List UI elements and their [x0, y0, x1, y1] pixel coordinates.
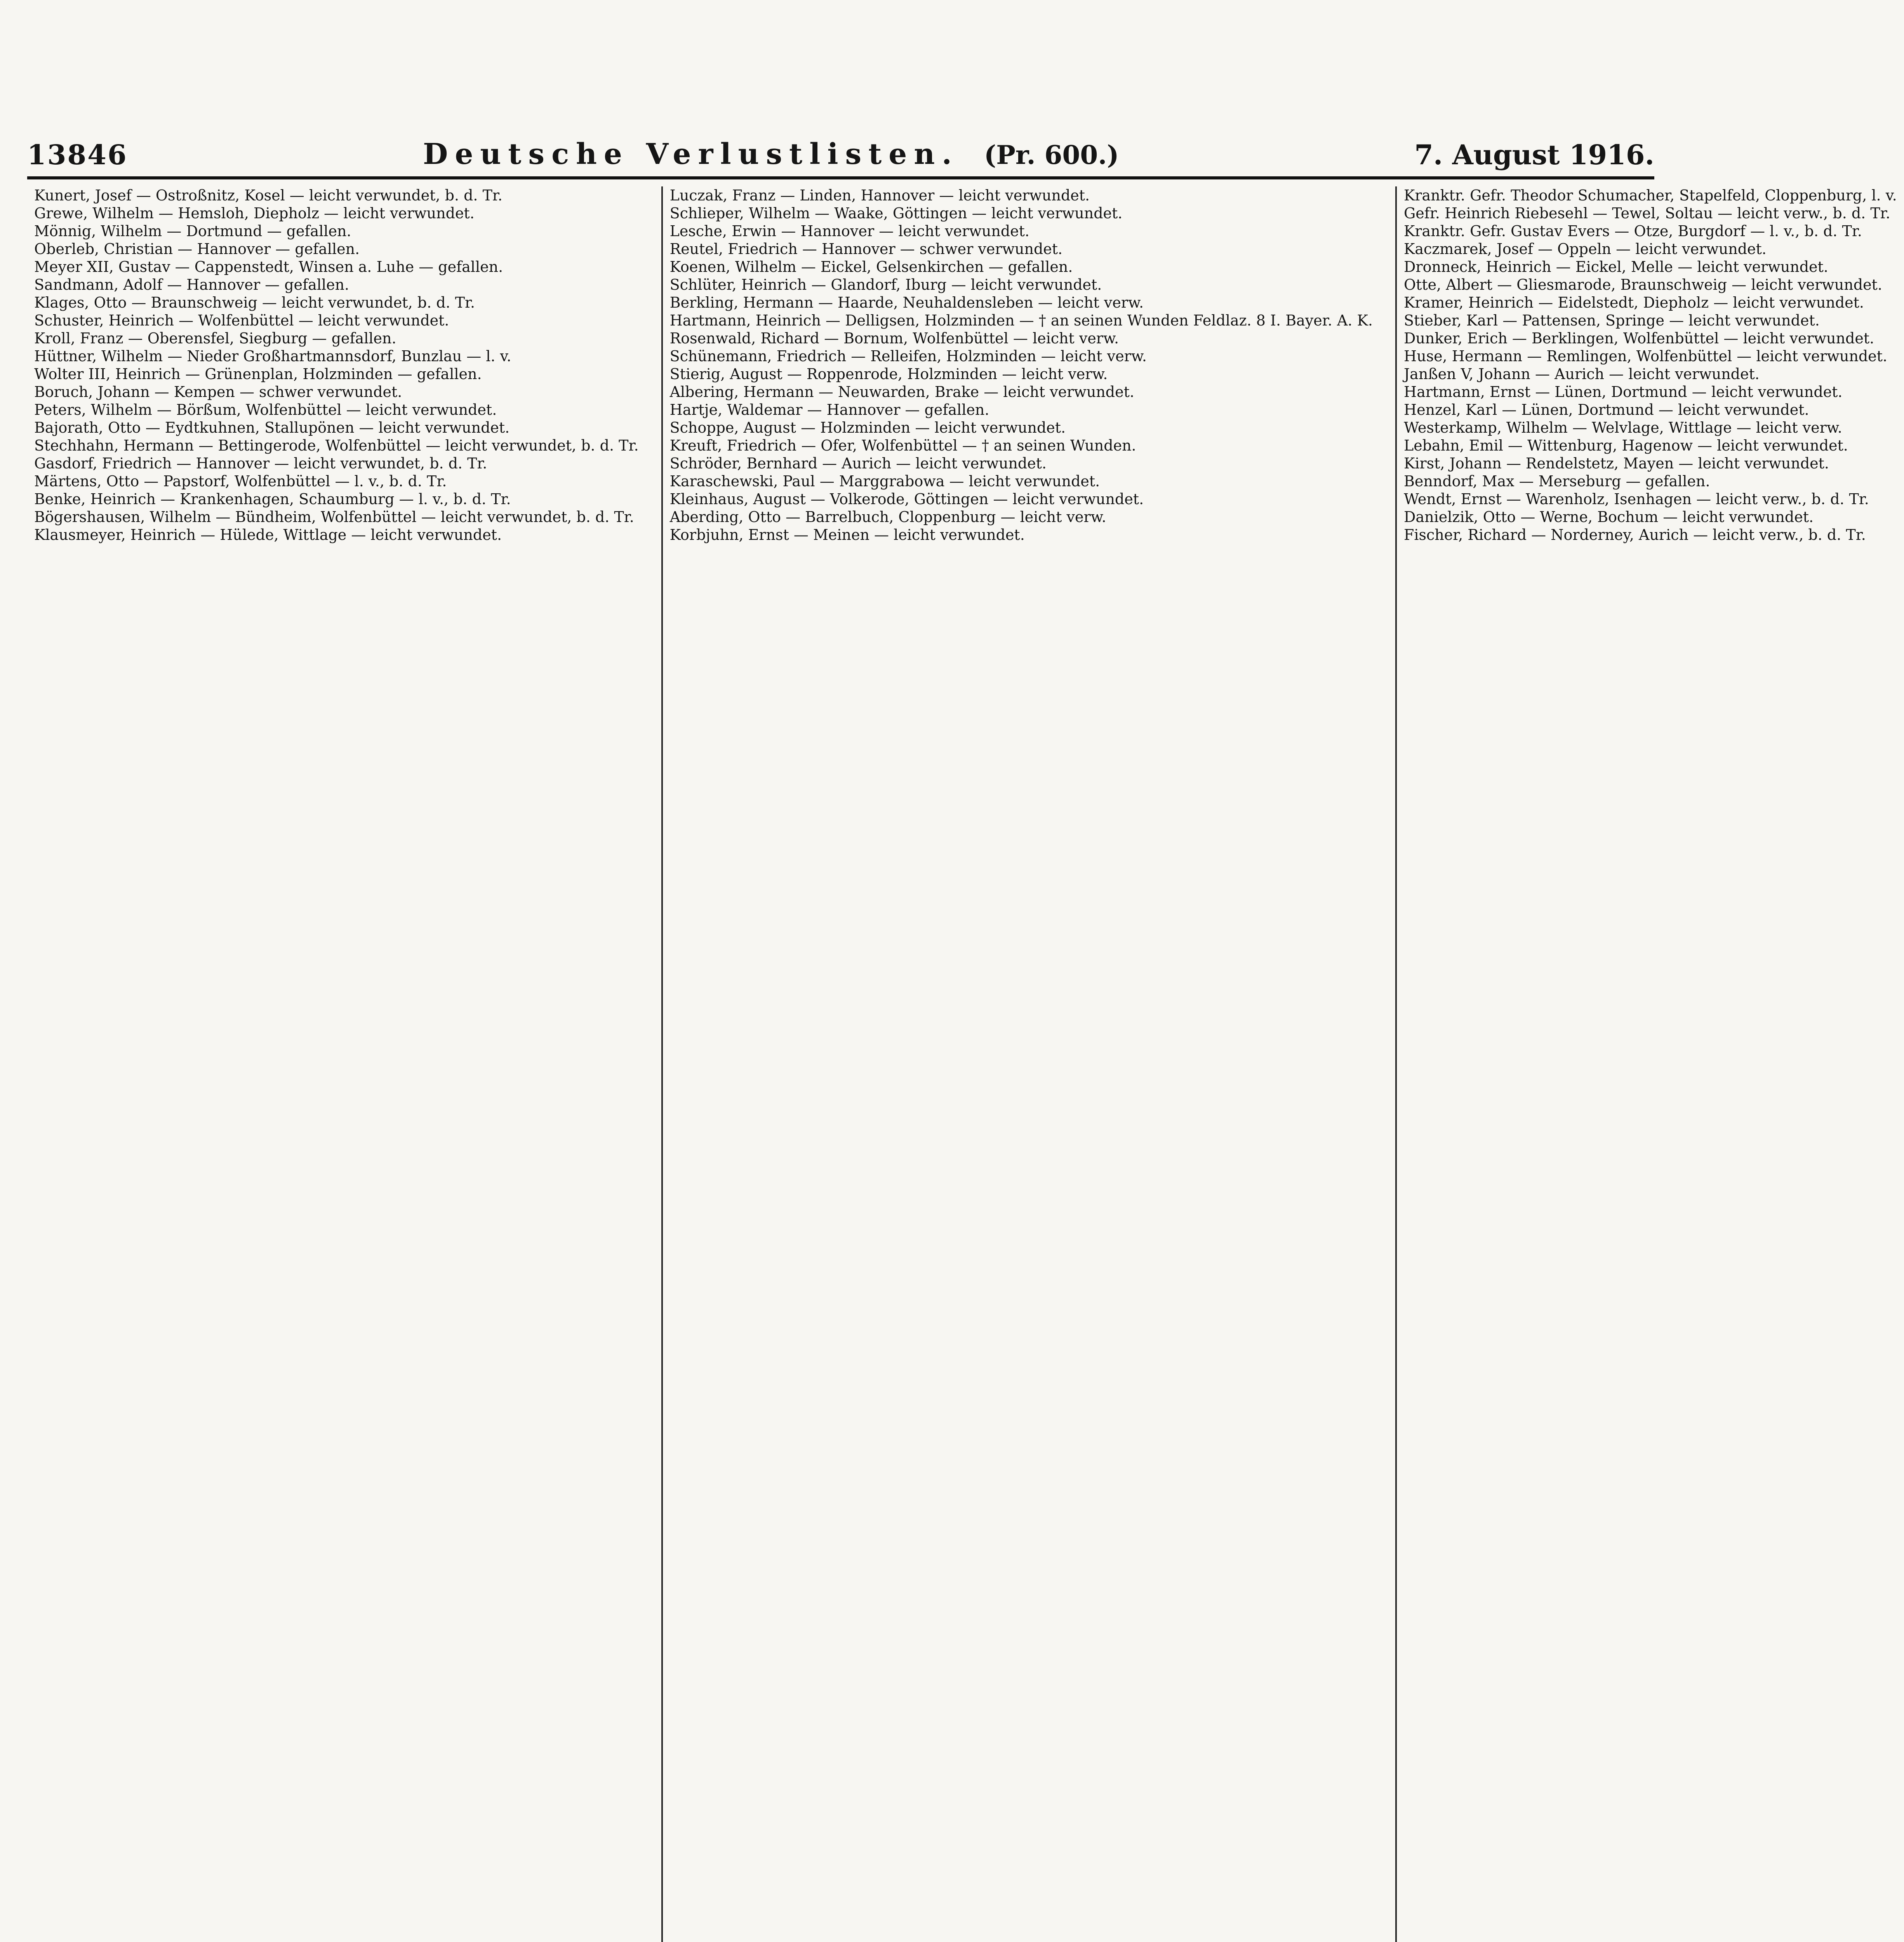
casualty-entry: Meyer XII, Gustav — Cappenstedt, Winsen a. Luhe — gefallen.: [34, 258, 503, 275]
casualty-entry: Kreuft, Friedrich — Ofer, Wolfenbüttel — † an seinen Wunden.: [669, 437, 1136, 454]
casualty-entry: Koenen, Wilhelm — Eickel, Gelsenkirchen — gefallen.: [669, 258, 1073, 275]
casualty-entry: Karaschewski, Paul — Marggrabowa — leicht verwundet.: [669, 473, 1100, 490]
casualty-entry: Kunert, Josef — Ostroßnitz, Kosel — leicht verwundet, b. d. Tr.: [34, 187, 503, 204]
casualty-entry: Benke, Heinrich — Krankenhagen, Schaumburg — l. v., b. d. Tr.: [34, 491, 511, 508]
casualty-entry: Kaczmarek, Josef — Oppeln — leicht verwundet.: [1403, 240, 1767, 258]
issue-date: 7. August 1916.: [1414, 139, 1654, 171]
casualty-entry: Schlüter, Heinrich — Glandorf, Iburg — leicht verwundet.: [669, 276, 1102, 293]
casualty-entry: Hartmann, Ernst — Lünen, Dortmund — leicht verwundet.: [1403, 383, 1843, 400]
casualty-entry: Stieber, Karl — Pattensen, Springe — leicht verwundet.: [1403, 312, 1820, 329]
casualty-entry: Otte, Albert — Gliesmarode, Braunschweig — leicht verwundet.: [1403, 276, 1882, 293]
page-header: [27, 136, 1654, 179]
page-number: 13846: [27, 139, 128, 171]
casualty-entry: Schlieper, Wilhelm — Waake, Göttingen — leicht verwundet.: [669, 205, 1123, 222]
casualty-entry: Wendt, Ernst — Warenholz, Isenhagen — leicht verw., b. d. Tr.: [1403, 491, 1869, 508]
casualty-entry: Lesche, Erwin — Hannover — leicht verwundet.: [669, 223, 1029, 240]
casualty-entry: Wolter III, Heinrich — Grünenplan, Holzminden — gefallen.: [34, 365, 482, 383]
casualty-entry: Albering, Hermann — Neuwarden, Brake — leicht verwundet.: [669, 383, 1134, 400]
casualty-entry: Kroll, Franz — Oberensfel, Siegburg — gefallen.: [34, 330, 396, 347]
casualty-entry: Gefr. Heinrich Riebesehl — Tewel, Soltau — leicht verw., b. d. Tr.: [1403, 205, 1890, 222]
casualty-entry: Janßen V, Johann — Aurich — leicht verwundet.: [1403, 365, 1760, 383]
issue-number: (Pr. 600.): [984, 140, 1119, 170]
casualty-entry: Sandmann, Adolf — Hannover — gefallen.: [34, 276, 350, 293]
casualty-columns: [27, 186, 1897, 1942]
casualty-entry: Kleinhaus, August — Volkerode, Göttingen — leicht verwundet.: [669, 491, 1144, 508]
casualty-entry: Berkling, Hermann — Haarde, Neuhaldensleben — leicht verw.: [669, 294, 1144, 311]
casualty-entry: Hüttner, Wilhelm — Nieder Großhartmannsdorf, Bunzlau — l. v.: [34, 348, 511, 365]
casualty-entry: Bajorath, Otto — Eydtkuhnen, Stallupönen — leicht verwundet.: [34, 419, 510, 436]
casualty-entry: Korbjuhn, Ernst — Meinen — leicht verwundet.: [669, 526, 1025, 543]
casualty-entry: Fischer, Richard — Norderney, Aurich — leicht verw., b. d. Tr.: [1403, 526, 1866, 543]
casualty-entry: Märtens, Otto — Papstorf, Wolfenbüttel — l. v., b. d. Tr.: [34, 473, 447, 490]
publication-title: Deutsche Verlustlisten.: [423, 137, 959, 171]
text-column-3: [1395, 186, 1904, 1942]
casualty-entry: Westerkamp, Wilhelm — Welvlage, Wittlage — leicht verw.: [1403, 419, 1842, 436]
casualty-entry: Grewe, Wilhelm — Hemsloh, Diepholz — leicht verwundet.: [34, 205, 475, 222]
casualty-entry: Henzel, Karl — Lünen, Dortmund — leicht verwundet.: [1403, 401, 1809, 418]
masthead: [423, 137, 1119, 171]
casualty-entry: Danielzik, Otto — Werne, Bochum — leicht verwundet.: [1403, 508, 1814, 526]
casualty-entry: Schünemann, Friedrich — Relleifen, Holzminden — leicht verw.: [669, 348, 1147, 365]
casualty-entry: Klages, Otto — Braunschweig — leicht verwundet, b. d. Tr.: [34, 294, 475, 311]
casualty-entry: Schuster, Heinrich — Wolfenbüttel — leicht verwundet.: [34, 312, 449, 329]
casualty-entry: Klausmeyer, Heinrich — Hülede, Wittlage — leicht verwundet.: [34, 526, 502, 543]
casualty-entry: Kranktr. Gefr. Theodor Schumacher, Stapelfeld, Cloppenburg, l. v.: [1403, 187, 1897, 204]
casualty-entry: Kranktr. Gefr. Gustav Evers — Otze, Burgdorf — l. v., b. d. Tr.: [1403, 223, 1862, 240]
casualty-entry: Bögershausen, Wilhelm — Bündheim, Wolfenbüttel — leicht verwundet, b. d. Tr.: [34, 508, 634, 526]
text-column-2: [661, 186, 1380, 1942]
casualty-entry: Peters, Wilhelm — Börßum, Wolfenbüttel — leicht verwundet.: [34, 401, 497, 418]
casualty-entry: Lebahn, Emil — Wittenburg, Hagenow — leicht verwundet.: [1403, 437, 1848, 454]
casualty-entry: Dunker, Erich — Berklingen, Wolfenbüttel — leicht verwundet.: [1403, 330, 1874, 347]
casualty-entry: Benndorf, Max — Merseburg — gefallen.: [1403, 473, 1710, 490]
casualty-entry: Stechhahn, Hermann — Bettingerode, Wolfenbüttel — leicht verwundet, b. d. Tr.: [34, 437, 639, 454]
casualty-entry: Reutel, Friedrich — Hannover — schwer verwundet.: [669, 240, 1063, 258]
casualty-entry: Boruch, Johann — Kempen — schwer verwundet.: [34, 383, 402, 400]
casualty-entry: Schröder, Bernhard — Aurich — leicht verwundet.: [669, 455, 1047, 472]
casualty-entry: Kirst, Johann — Rendelstetz, Mayen — leicht verwundet.: [1403, 455, 1829, 472]
casualty-entry: Hartmann, Heinrich — Delligsen, Holzminden — † an seinen Wunden Feldlaz. 8 I. Bayer. A. K.: [669, 312, 1373, 329]
text-column-1: [27, 186, 646, 1942]
casualty-entry: Aberding, Otto — Barrelbuch, Cloppenburg — leicht verw.: [669, 508, 1106, 526]
casualty-entry: Stierig, August — Roppenrode, Holzminden — leicht verw.: [669, 365, 1108, 383]
casualty-entry: Hartje, Waldemar — Hannover — gefallen.: [669, 401, 989, 418]
casualty-entry: Oberleb, Christian — Hannover — gefallen.: [34, 240, 360, 258]
casualty-entry: Schoppe, August — Holzminden — leicht verwundet.: [669, 419, 1066, 436]
casualty-entry: Dronneck, Heinrich — Eickel, Melle — leicht verwundet.: [1403, 258, 1828, 275]
casualty-entry: Huse, Hermann — Remlingen, Wolfenbüttel — leicht verwundet.: [1403, 348, 1887, 365]
casualty-entry: Luczak, Franz — Linden, Hannover — leicht verwundet.: [669, 187, 1090, 204]
casualty-entry: Mönnig, Wilhelm — Dortmund — gefallen.: [34, 223, 351, 240]
casualty-entry: Rosenwald, Richard — Bornum, Wolfenbüttel — leicht verw.: [669, 330, 1119, 347]
casualty-entry: Kramer, Heinrich — Eidelstedt, Diepholz — leicht verwundet.: [1403, 294, 1864, 311]
casualty-entry: Gasdorf, Friedrich — Hannover — leicht verwundet, b. d. Tr.: [34, 455, 487, 472]
